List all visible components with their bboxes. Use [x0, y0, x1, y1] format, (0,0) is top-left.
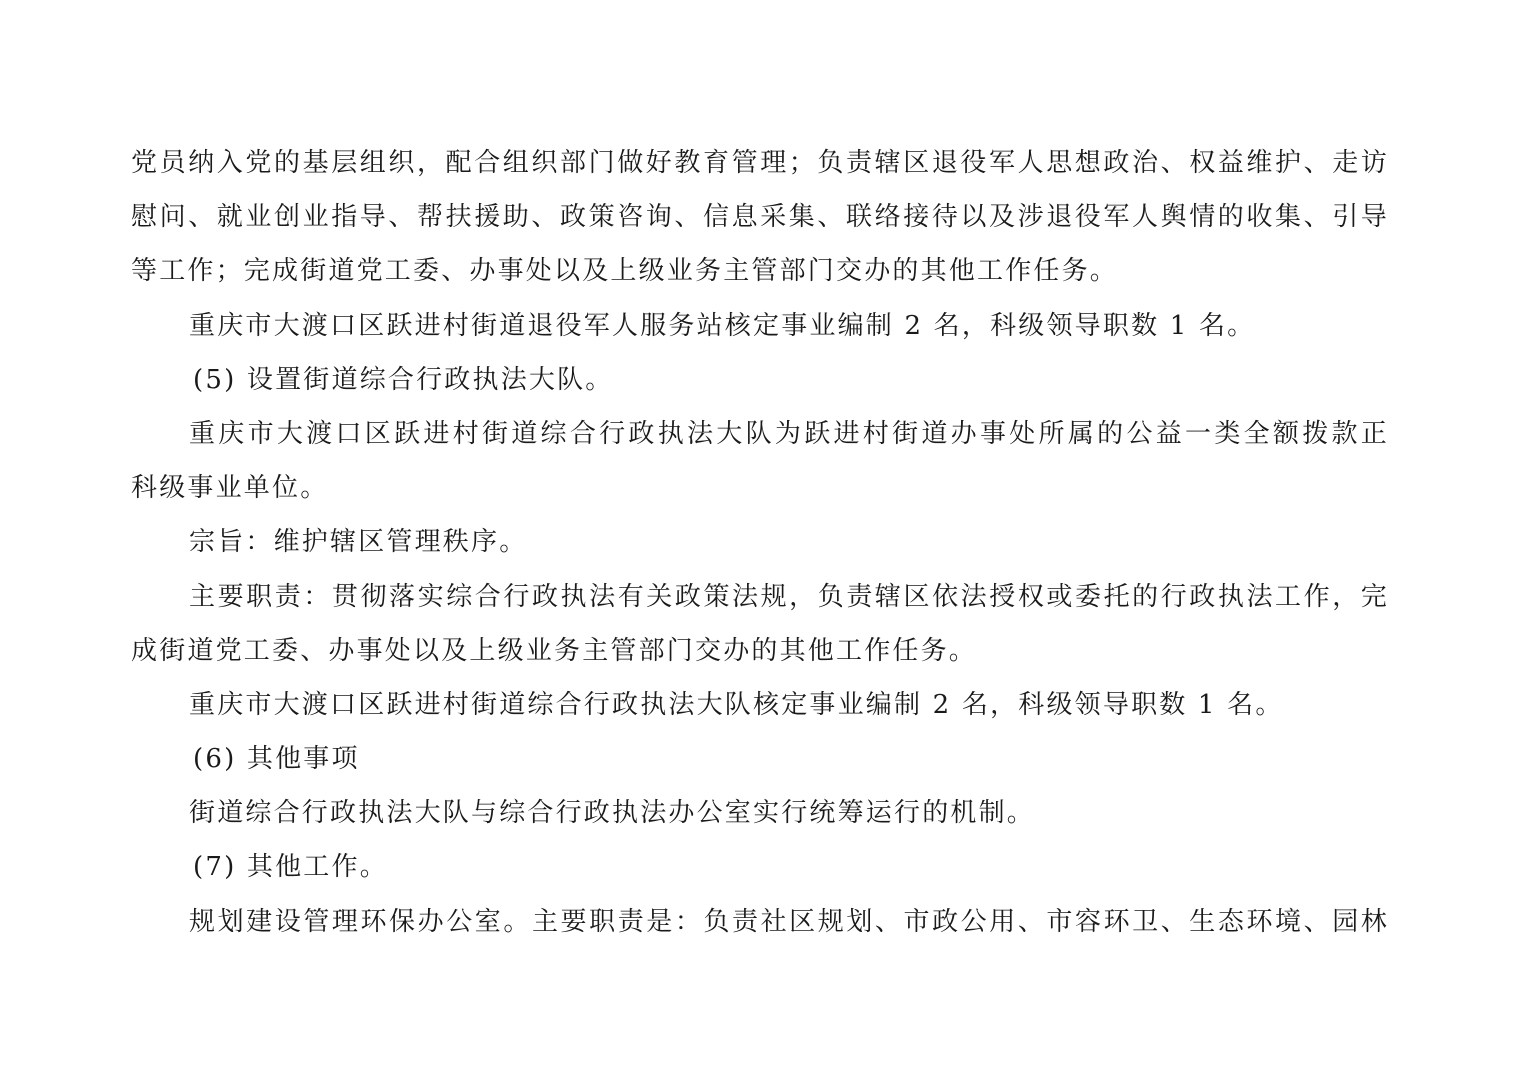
duties-paragraph: 主要职责：贯彻落实综合行政执法有关政策法规，负责辖区依法授权或委托的行政执法工作，完 — [189, 581, 1389, 612]
staffing-paragraph: 重庆市大渡口区跃进村街道综合行政执法大队核定事业编制 2 名，科级领导职数 1 名。 — [189, 689, 1284, 720]
unit-description-paragraph: 重庆市大渡口区跃进村街道综合行政执法大队为跃进村街道办事处所属的公益一类全额拨款正 — [189, 418, 1389, 449]
purpose-paragraph: 宗旨：维护辖区管理秩序。 — [189, 527, 528, 558]
item-heading-5: (5) 设置街道综合行政执法大队。 — [193, 364, 614, 395]
mechanism-paragraph: 街道综合行政执法大队与综合行政执法办公室实行统筹运行的机制。 — [189, 798, 1036, 829]
duties-continuation: 成街道党工委、办事处以及上级业务主管部门交办的其他工作任务。 — [131, 635, 978, 666]
body-line-continuation: 党员纳入党的基层组织，配合组织部门做好教育管理；负责辖区退役军人思想政治、权益维护、走访 — [131, 148, 1389, 178]
item-heading-7: (7) 其他工作。 — [193, 852, 388, 883]
document-body — [131, 136, 1389, 949]
planning-office-paragraph: 规划建设管理环保办公室。主要职责是：负责社区规划、市政公用、市容环卫、生态环境、园林 — [189, 906, 1389, 937]
body-line-continuation: 等工作；完成街道党工委、办事处以及上级业务主管部门交办的其他工作任务。 — [131, 256, 1119, 287]
item-heading-6: (6) 其他事项 — [193, 744, 360, 775]
body-line-continuation: 慰问、就业创业指导、帮扶援助、政策咨询、信息采集、联络接待以及涉退役军人舆情的收集、引导 — [131, 202, 1389, 233]
staffing-paragraph: 重庆市大渡口区跃进村街道退役军人服务站核定事业编制 2 名，科级领导职数 1 名。 — [189, 310, 1256, 341]
unit-description-continuation: 科级事业单位。 — [131, 473, 329, 504]
